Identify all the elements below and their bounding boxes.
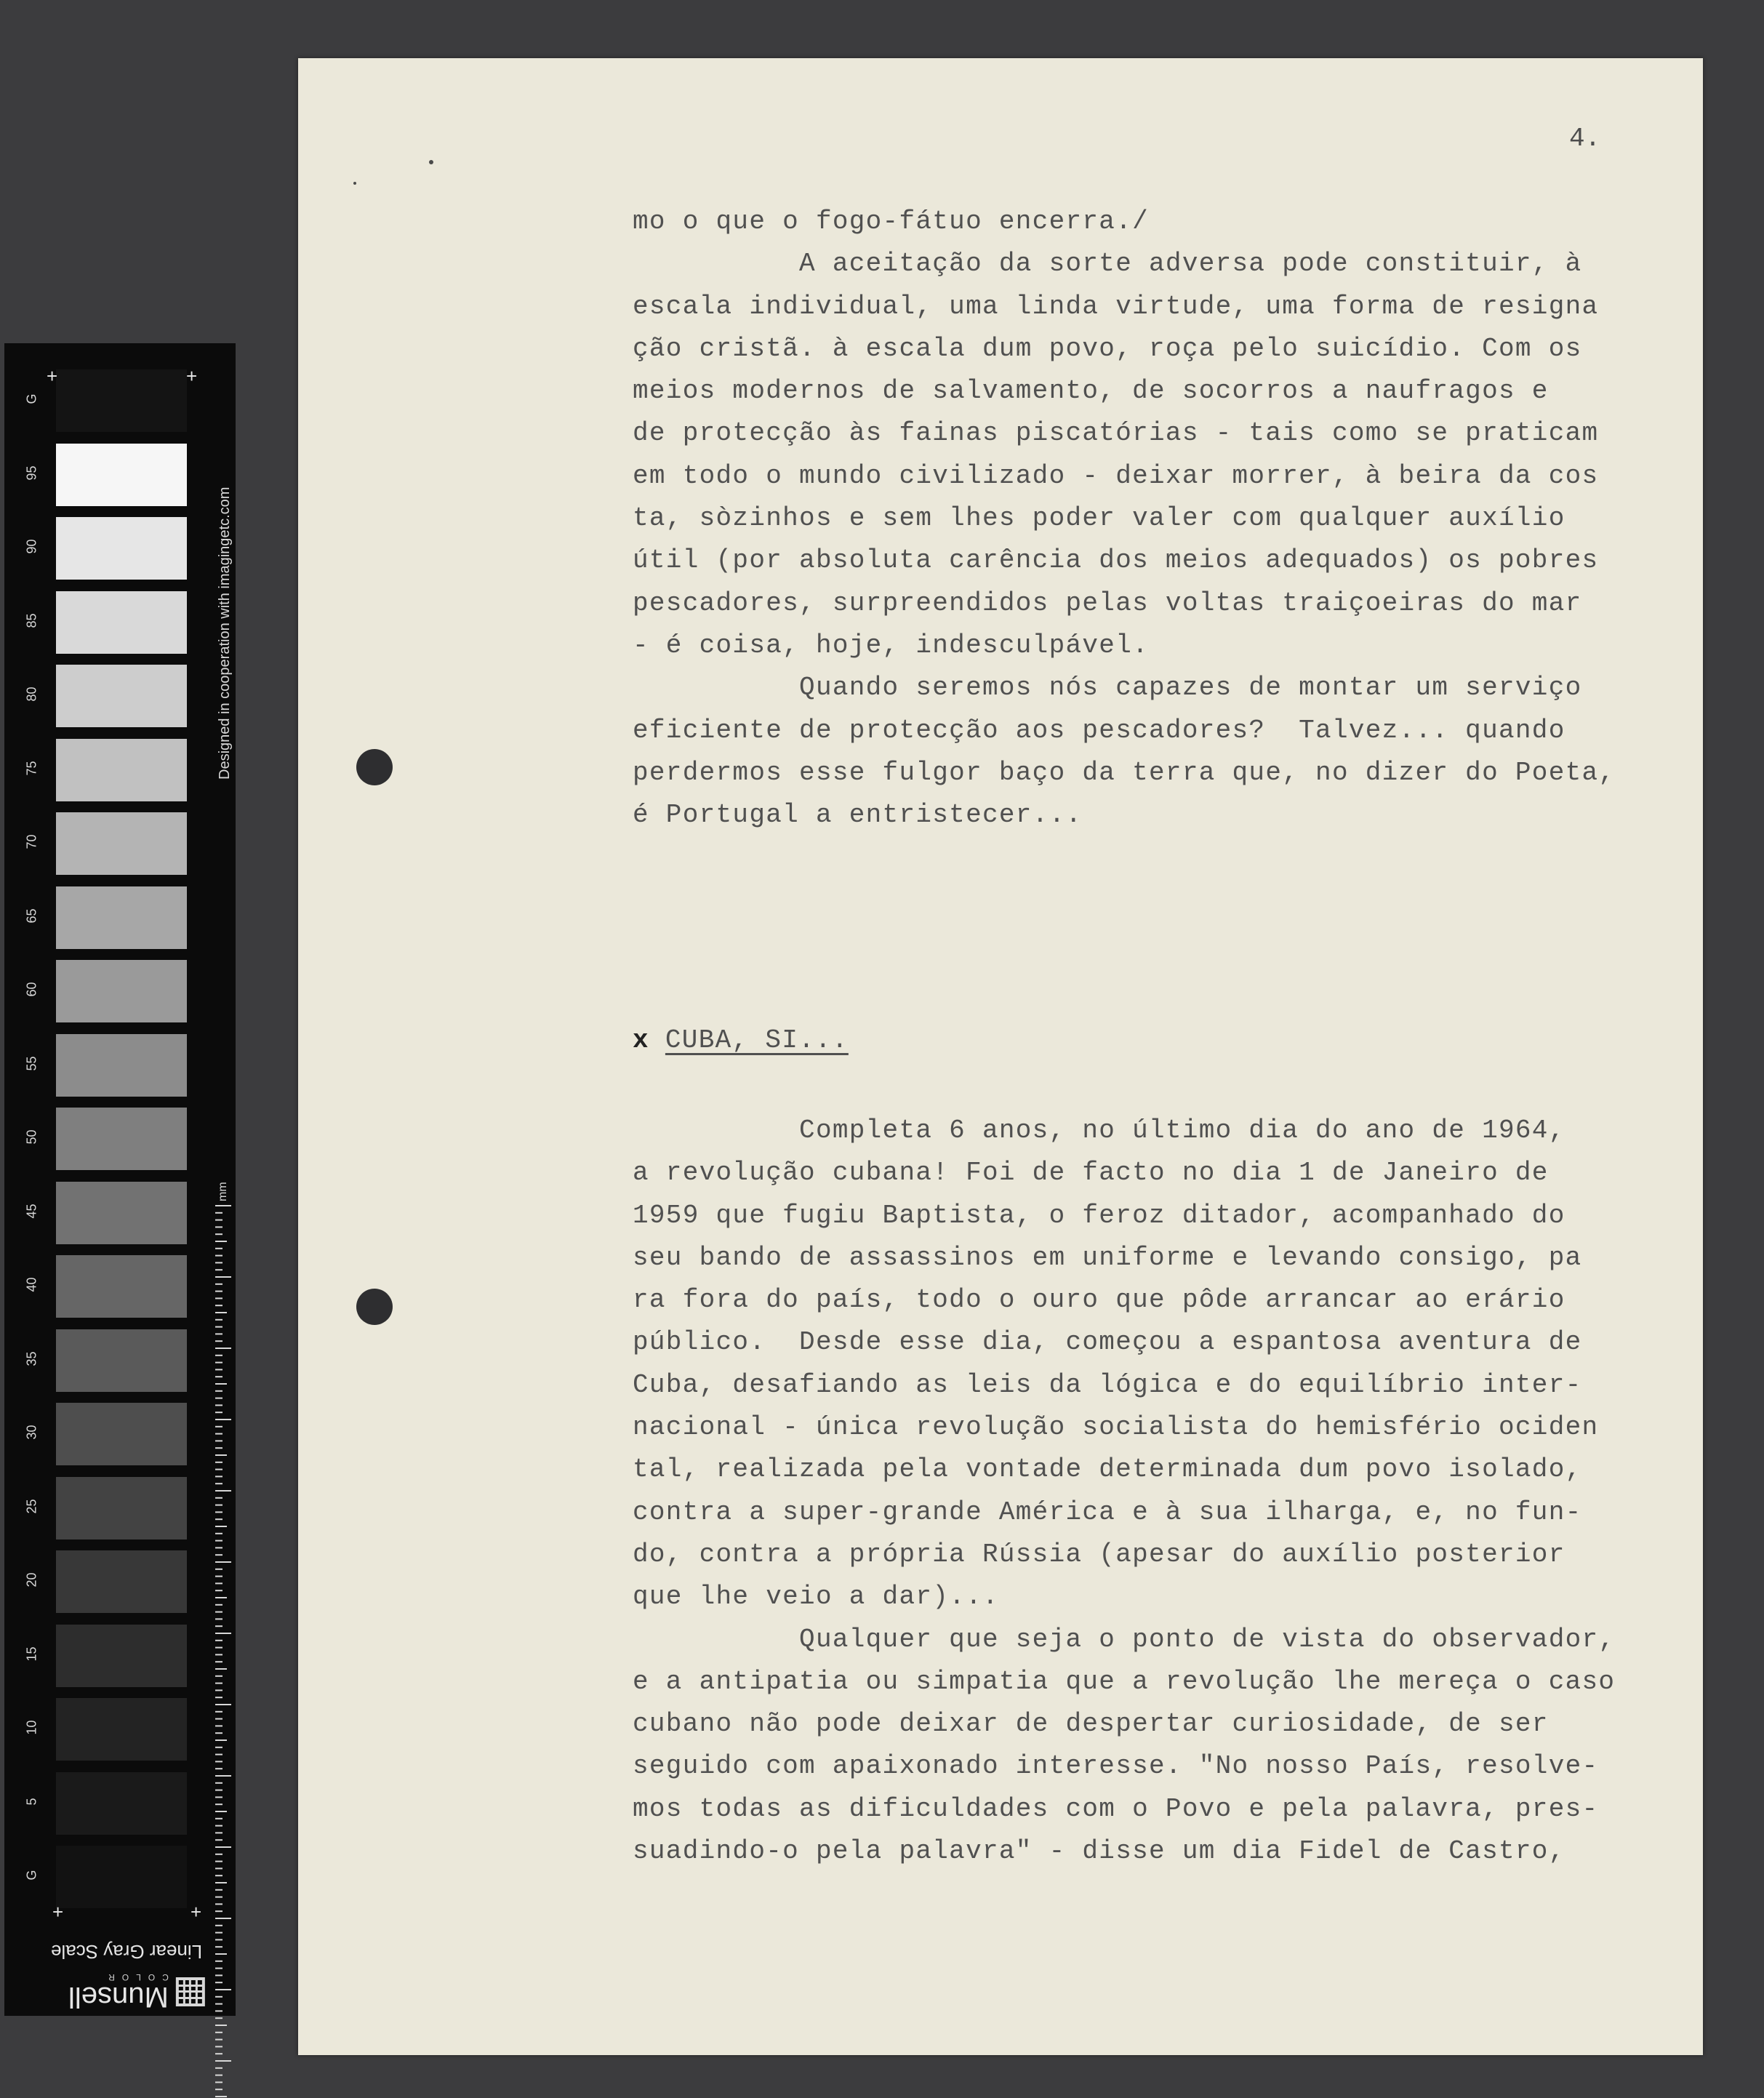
gray-patch (56, 1772, 187, 1835)
scale-credit: Designed in cooperation with imagingetc.com (217, 487, 233, 780)
gray-patch (56, 1403, 187, 1465)
gray-patch (56, 517, 187, 580)
text-line: mos todas as dificuldades com o Povo e pela palavra, pres- (633, 1793, 1599, 1824)
text-line: Cuba, desafiando as leis da lógica e do equilíbrio inter- (633, 1369, 1582, 1400)
gray-patch (56, 665, 187, 727)
text-line: perdermos esse fulgor baço da terra que, no dizer do Poeta, (633, 757, 1616, 788)
punch-hole (356, 1289, 393, 1325)
scale-label: 80 (24, 686, 39, 702)
gray-patch (56, 1477, 187, 1540)
text-line: meios modernos de salvamento, de socorros a naufragos e (633, 376, 1549, 407)
text-line: tal, realizada pela vontade determinada dum povo isolado, (633, 1454, 1582, 1485)
gray-patch (56, 1625, 187, 1687)
scale-label: 55 (24, 1055, 39, 1071)
section-mark: x (633, 1025, 649, 1055)
text-line: escala individual, uma linda virtude, uma forma de resigna (633, 291, 1599, 321)
gray-patch (56, 1034, 187, 1097)
scale-label: 70 (24, 834, 39, 849)
scale-label: G (24, 393, 39, 404)
scale-label: 35 (24, 1350, 39, 1366)
scale-label: 20 (24, 1572, 39, 1587)
text-line: mo o que o fogo-fátuo encerra./ (633, 207, 1150, 236)
text-line: pescadores, surpreendidos pelas voltas traiçoeiras do mar (633, 588, 1582, 618)
text-line: de protecção às fainas piscatórias - tais como se praticam (633, 418, 1599, 449)
text-line: público. Desde esse dia, começou a espantosa aventura de (633, 1327, 1582, 1358)
text-line: em todo o mundo civilizado - deixar morrer, à beira da cos (633, 460, 1599, 491)
ink-speck (353, 182, 356, 185)
punch-hole (356, 749, 393, 785)
scale-label: 25 (24, 1498, 39, 1514)
munsell-logo (68, 1972, 205, 2011)
scale-label: 75 (24, 760, 39, 776)
ruler-unit: mm (217, 1182, 229, 1201)
gray-patch (56, 739, 187, 801)
scale-label: 60 (24, 982, 39, 997)
gray-patch (56, 444, 187, 506)
brand-subtitle: COLOR (101, 1972, 169, 1982)
text-line: do, contra a própria Rússia (apesar do auxílio posterior (633, 1539, 1565, 1569)
gray-patch (56, 1846, 187, 1908)
text-line: e a antipatia ou simpatia que a revolução lhe mereça o caso (633, 1666, 1616, 1697)
text-line: é Portugal a entristecer... (633, 800, 1083, 830)
scale-label: 85 (24, 612, 39, 628)
registration-mark: + (186, 365, 198, 387)
text-line: - é coisa, hoje, indesculpável. (633, 630, 1150, 660)
gray-patch (56, 886, 187, 949)
typewritten-page (298, 58, 1703, 2055)
text-line: útil (por absoluta carência dos meios adequados) os pobres (633, 545, 1599, 576)
text-line: contra a super-grande América e à sua ilharga, e, no fun- (633, 1497, 1582, 1527)
scale-label: 30 (24, 1425, 39, 1440)
text-line: suadindo-o pela palavra" - disse um dia Fidel de Castro, (633, 1836, 1565, 1867)
scale-label: 5 (24, 1798, 39, 1806)
text-line: ção cristã. à escala dum povo, roça pelo suicídio. Com os (633, 333, 1582, 364)
gray-patch (56, 1108, 187, 1170)
gray-patch (56, 1550, 187, 1613)
scale-title: Linear Gray Scale (51, 1941, 203, 1963)
registration-mark: + (47, 365, 58, 387)
scale-label: 10 (24, 1720, 39, 1735)
text-line: cubano não pode deixar de despertar curiosidade, de ser (633, 1709, 1549, 1739)
text-line: a revolução cubana! Foi de facto no dia 1 de Janeiro de (633, 1158, 1549, 1188)
paragraph-block-1 (633, 201, 1615, 836)
scale-label: 95 (24, 465, 39, 481)
text-line: seu bando de assassinos em uniforme e levando consigo, pa (633, 1242, 1582, 1273)
paragraph-block-2 (633, 1110, 1615, 1873)
gray-patch (56, 1329, 187, 1392)
scale-label: 65 (24, 908, 39, 924)
brand-name: Munsell (68, 1981, 169, 2013)
gray-scale-card (4, 343, 236, 2016)
gray-patch (56, 812, 187, 875)
text-line: que lhe veio a dar)... (633, 1582, 999, 1612)
text-line: A aceitação da sorte adversa pode constituir, à (633, 249, 1582, 279)
gray-patch (56, 960, 187, 1022)
scale-label: 50 (24, 1129, 39, 1145)
page-number: 4. (1569, 124, 1601, 153)
scale-label: 90 (24, 539, 39, 554)
gray-patch (56, 369, 187, 432)
gray-patch (56, 591, 187, 654)
munsell-grid-icon (176, 1977, 205, 2006)
gray-patch (56, 1255, 187, 1318)
text-line: ta, sòzinhos e sem lhes poder valer com qualquer auxílio (633, 503, 1565, 534)
scale-label: 40 (24, 1277, 39, 1292)
text-line: nacional - única revolução socialista do hemisfério ociden (633, 1412, 1599, 1443)
scale-label: 15 (24, 1646, 39, 1662)
text-line: Quando seremos nós capazes de montar um serviço (633, 673, 1582, 703)
text-line: 1959 que fugiu Baptista, o feroz ditador, acompanhado do (633, 1200, 1565, 1230)
gray-patch (56, 1182, 187, 1244)
section-title: CUBA, SI... (665, 1025, 849, 1055)
ink-speck (429, 160, 433, 164)
text-line: Completa 6 anos, no último dia do ano de 1964, (633, 1116, 1565, 1145)
registration-mark: + (191, 1901, 202, 1923)
mm-ruler (214, 1198, 236, 2098)
text-line: seguido com apaixonado interesse. "No nosso País, resolve- (633, 1751, 1599, 1782)
scale-label: G (24, 1870, 39, 1881)
text-line: ra fora do país, todo o ouro que pôde arrancar ao erário (633, 1285, 1565, 1316)
gray-patch (56, 1698, 187, 1761)
section-heading (633, 1025, 849, 1055)
registration-mark: + (52, 1901, 64, 1923)
text-line: eficiente de protecção aos pescadores? Talvez... quando (633, 715, 1565, 745)
text-line: Qualquer que seja o ponto de vista do observador, (633, 1624, 1616, 1654)
scale-label: 45 (24, 1203, 39, 1219)
